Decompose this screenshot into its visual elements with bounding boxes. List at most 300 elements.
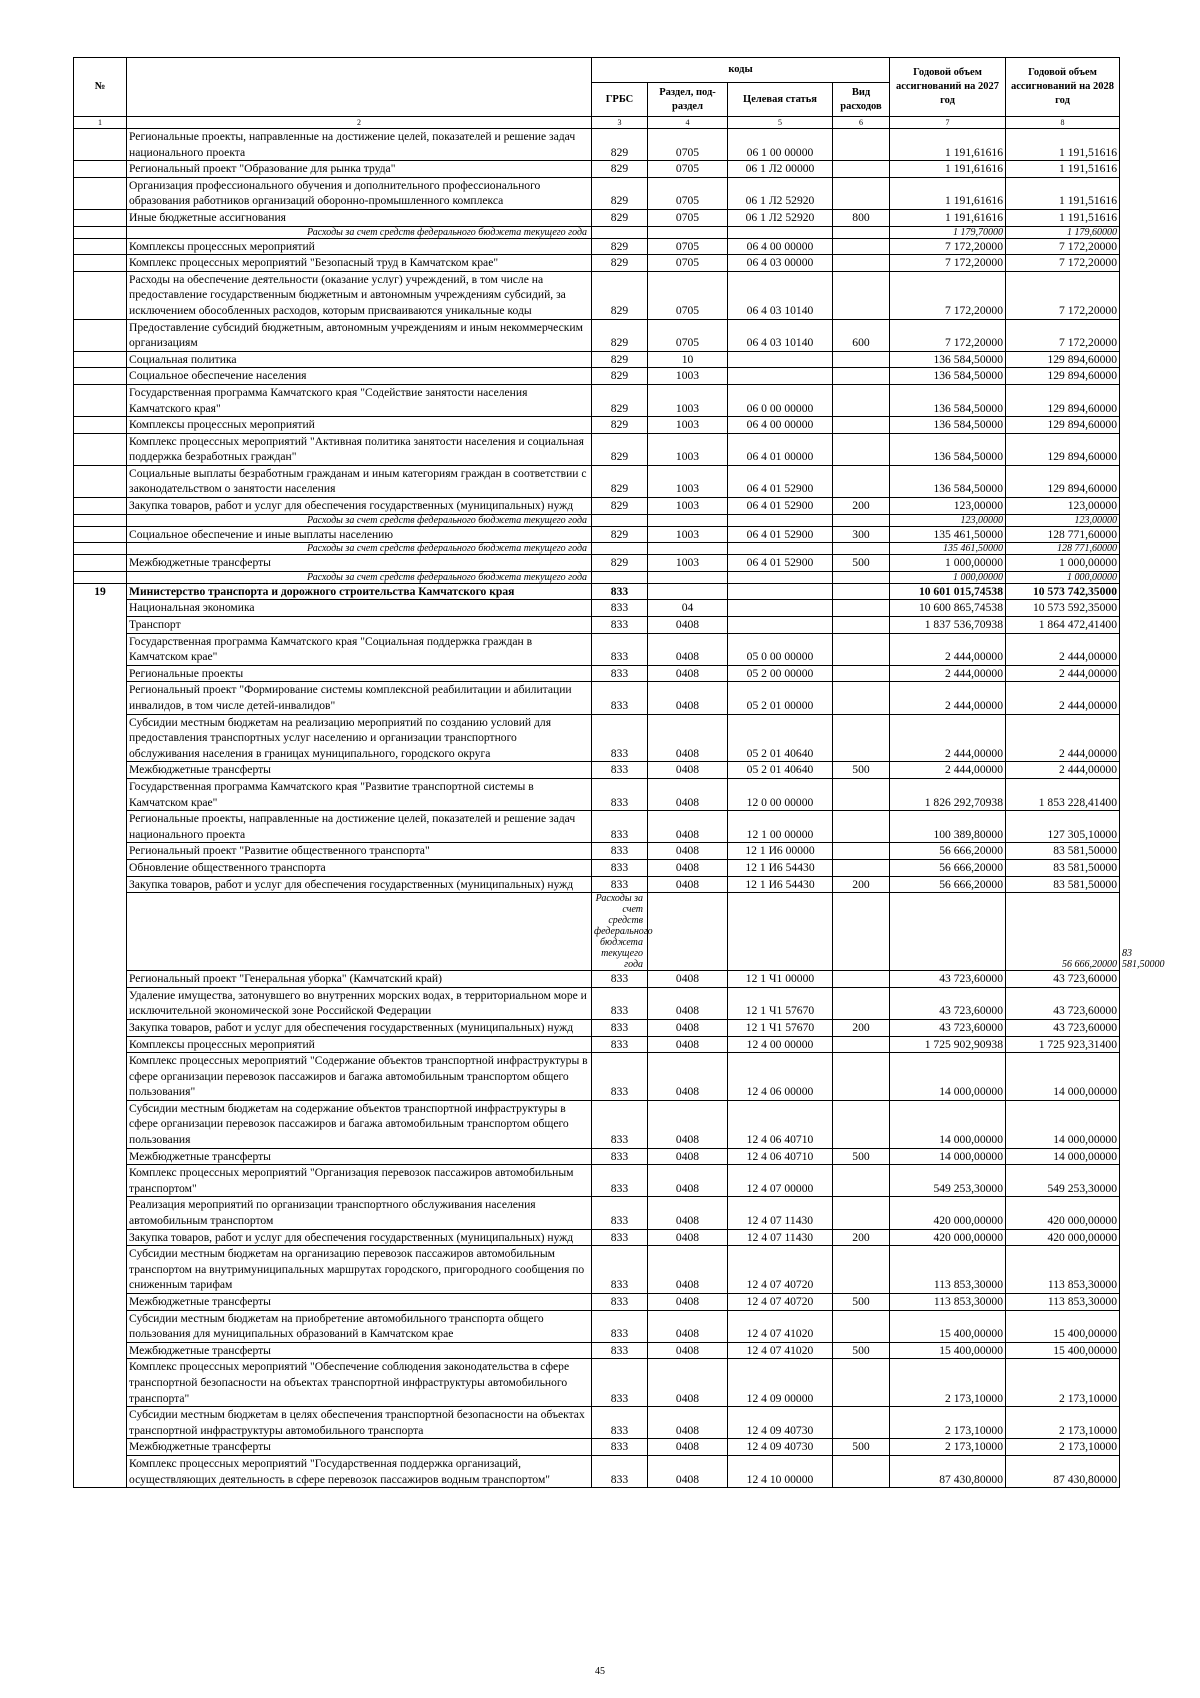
section-code: 0705 [648,129,728,161]
target-code: 06 4 01 52900 [728,555,833,572]
grbs-cell [592,226,648,238]
expense-type-code: 300 [833,526,890,543]
table-row [74,778,1120,810]
amount-2027: 135 461,50000 [890,526,1006,543]
grbs-code: 829 [592,526,648,543]
section-code: 0408 [648,617,728,634]
row-number-cell [74,465,127,497]
table-row [74,600,1120,617]
amount-2028: 1 191,51616 [1006,161,1120,178]
amount-2028: 129 894,60000 [1006,384,1120,416]
amount-2028: 10 573 742,35000 [1006,583,1120,600]
item-name: Субсидии местным бюджетам на реализацию мероприятий по созданию условий для предоставления транспортных услуг населению и организации транспортного обслуживания населения в границах муниципального, городского округа [127,714,592,762]
target-code: 12 4 09 40730 [728,1407,833,1439]
grbs-code: 833 [592,859,648,876]
item-name: Обновление общественного транспорта [127,859,592,876]
table-row [74,811,1120,843]
amount-2028: 7 172,20000 [1006,319,1120,351]
section-code: 0705 [648,319,728,351]
row-number-cell [74,433,127,465]
expense-type-code [833,255,890,272]
table-row [74,271,1120,319]
amount-2028: 123,00000 [1006,498,1120,515]
amount-2027: 113 853,30000 [890,1294,1006,1311]
expense-type-code [833,843,890,860]
target-code: 12 4 07 41020 [728,1342,833,1359]
item-name: Закупка товаров, работ и услуг для обеспечения государственных (муниципальных) нужд [127,498,592,515]
row-number-cell [74,319,127,351]
grbs-code: 829 [592,433,648,465]
section-code: 1003 [648,526,728,543]
expense-type-code [833,417,890,434]
item-name: Комплексы процессных мероприятий [127,417,592,434]
row-number-cell [74,571,127,583]
item-name: Комплексы процессных мероприятий [127,1036,592,1053]
amount-2027: 1 179,70000 [890,226,1006,238]
amount-2028: 43 723,60000 [1006,987,1120,1019]
item-name: Субсидии местным бюджетам на организацию перевозок пассажиров автомобильным транспортом на внутримуниципальных маршрутах городского, пригородного сообщения по сниженным тарифам [127,1246,592,1294]
expense-type-code [833,1246,890,1294]
grbs-code: 833 [592,1229,648,1246]
table-row [74,617,1120,634]
ministry-number: 19 [74,583,127,1487]
amount-2027: 56 666,20000 [890,876,1006,893]
section-code: 1003 [648,384,728,416]
grbs-code: 833 [592,1036,648,1053]
table-row [74,319,1120,351]
item-name: Субсидии местным бюджетам на содержание объектов транспортной инфраструктуры в сфере организации перевозок пассажиров и багажа автомобильным транспортом общего пользования [127,1100,592,1148]
item-name: Транспорт [127,617,592,634]
item-name: Региональные проекты [127,665,592,682]
table-row [74,987,1120,1019]
amount-2028: 1 853 228,41400 [1006,778,1120,810]
amount-2027: 1 837 536,70938 [890,617,1006,634]
item-name: Национальная экономика [127,600,592,617]
amount-2028: 14 000,00000 [1006,1100,1120,1148]
amount-2028: 2 444,00000 [1006,714,1120,762]
target-code: 12 1 Ч1 00000 [728,971,833,988]
target-code: 12 4 09 00000 [728,1359,833,1407]
expense-type-code [833,351,890,368]
federal-funds-note-row [74,226,1120,238]
amount-2027: 2 444,00000 [890,762,1006,779]
grbs-code: 829 [592,161,648,178]
grbs-code: 833 [592,1455,648,1487]
target-code: 12 4 07 00000 [728,1165,833,1197]
grbs-cell [592,514,648,526]
amount-2027: 136 584,50000 [890,417,1006,434]
table-row [74,1165,1120,1197]
table-row [74,1294,1120,1311]
table-row [74,1148,1120,1165]
grbs-code: 833 [592,1197,648,1229]
grbs-code: 833 [592,778,648,810]
table-row [74,433,1120,465]
grbs-code: 833 [592,1439,648,1456]
amount-2027: 136 584,50000 [890,465,1006,497]
amount-2028: 1 000,00000 [1006,555,1120,572]
table-row [74,633,1120,665]
target-code: 12 4 07 11430 [728,1197,833,1229]
section-code: 0408 [648,1197,728,1229]
amount-2027: 10 600 865,74538 [890,600,1006,617]
item-name: Комплекс процессных мероприятий "Активная политика занятости населения и социальная поддержка безработных граждан" [127,433,592,465]
target-cell [728,514,833,526]
expense-type-code: 600 [833,319,890,351]
expense-type-code [833,384,890,416]
amount-2028: 129 894,60000 [1006,417,1120,434]
grbs-code: 833 [592,971,648,988]
amount-2027: 136 584,50000 [890,368,1006,385]
table-row [74,465,1120,497]
amount-2027: 2 444,00000 [890,633,1006,665]
item-name: Межбюджетные трансферты [127,1148,592,1165]
grbs-code: 829 [592,319,648,351]
column-number: 7 [890,117,1006,129]
amount-2027: 14 000,00000 [890,1053,1006,1101]
amount-2027: 2 173,10000 [890,1359,1006,1407]
table-row [74,1036,1120,1053]
item-name: Региональный проект "Развитие общественного транспорта" [127,843,592,860]
section-code: 1003 [648,555,728,572]
amount-2027: 7 172,20000 [890,271,1006,319]
target-code: 06 1 00 00000 [728,129,833,161]
item-name: Субсидии местным бюджетам в целях обеспечения транспортной безопасности на объектах транспортной инфраструктуры автомобильного транспорта [127,1407,592,1439]
amount-2028: 127 305,10000 [1006,811,1120,843]
expense-type-cell [890,893,1006,971]
target-code [728,351,833,368]
row-number-cell [74,351,127,368]
grbs-code: 833 [592,1310,648,1342]
row-number-cell [74,498,127,515]
expense-type-code [833,714,890,762]
amount-2028: 2 444,00000 [1006,682,1120,714]
target-code: 06 4 01 52900 [728,465,833,497]
grbs-code: 833 [592,1407,648,1439]
amount-2027: 1 000,00000 [890,555,1006,572]
amount-2027: 2 444,00000 [890,682,1006,714]
amount-2028: 2 173,10000 [1006,1407,1120,1439]
table-body [74,129,1165,1488]
grbs-code: 833 [592,617,648,634]
row-number-cell [74,271,127,319]
amount-2028: 2 173,10000 [1006,1359,1120,1407]
grbs-code: 829 [592,351,648,368]
amount-2027: 10 601 015,74538 [890,583,1006,600]
grbs-cell [592,543,648,555]
item-name: Комплекс процессных мероприятий "Организация перевозок пассажиров автомобильным транспортом" [127,1165,592,1197]
item-name: Комплексы процессных мероприятий [127,238,592,255]
section-code: 0408 [648,987,728,1019]
section-code: 0705 [648,161,728,178]
section-code: 0408 [648,811,728,843]
table-row [74,555,1120,572]
amount-2028: 1 191,51616 [1006,129,1120,161]
expense-type-code [833,1310,890,1342]
amount-2028: 1 179,60000 [1006,226,1120,238]
expense-type-code: 200 [833,1019,890,1036]
target-code: 12 1 И6 54430 [728,876,833,893]
section-code: 0408 [648,1294,728,1311]
amount-2027: 123,00000 [890,514,1006,526]
section-code: 0408 [648,859,728,876]
amount-2027: 135 461,50000 [890,543,1006,555]
amount-2027: 56 666,20000 [1006,893,1120,971]
section-code: 04 [648,600,728,617]
amount-2028: 129 894,60000 [1006,368,1120,385]
expense-type-code [833,465,890,497]
expense-type-code [833,665,890,682]
section-code: 1003 [648,465,728,497]
grbs-code: 829 [592,271,648,319]
item-name: Организация профессионального обучения и дополнительного профессионального образования работников организаций оборонно-промышленного комплекса [127,177,592,209]
section-code: 0408 [648,1246,728,1294]
table-row [74,665,1120,682]
section-cell [648,226,728,238]
row-number-cell [74,543,127,555]
target-cell [833,893,890,971]
section-code: 1003 [648,498,728,515]
target-code: 12 1 И6 54430 [728,859,833,876]
table-row [74,859,1120,876]
section-code: 0408 [648,682,728,714]
column-number: 4 [648,117,728,129]
row-number-cell [74,255,127,272]
expense-type-code [833,617,890,634]
target-cell [728,543,833,555]
row-number-cell [74,417,127,434]
federal-funds-note-row [74,571,1120,583]
section-code: 0408 [648,1455,728,1487]
grbs-code: 833 [592,583,648,600]
expense-type-code: 500 [833,762,890,779]
column-number: 2 [127,117,592,129]
page-number: 45 [595,1666,605,1677]
table-row [74,843,1120,860]
expense-type-code: 500 [833,1148,890,1165]
amount-2028: 83 581,50000 [1006,876,1120,893]
target-code: 05 2 01 40640 [728,714,833,762]
expense-type-code [833,1053,890,1101]
grbs-code: 833 [592,633,648,665]
grbs-code: 833 [592,1246,648,1294]
item-name: Региональный проект "Генеральная уборка" (Камчатский край) [127,971,592,988]
table-row [74,368,1120,385]
section-code: 0408 [648,843,728,860]
expense-type-code [833,1036,890,1053]
table-row [74,209,1120,226]
section-code: 1003 [648,433,728,465]
amount-2027: 2 173,10000 [890,1439,1006,1456]
grbs-code: 833 [592,876,648,893]
expense-type-code [833,583,890,600]
note-label: Расходы за счет средств федерального бюджета текущего года [127,543,592,555]
target-code [728,617,833,634]
header-section: Раздел, под- раздел [648,83,728,117]
grbs-code: 829 [592,555,648,572]
table-row [74,161,1120,178]
expense-type-code: 200 [833,498,890,515]
header-expense-type: Вид расходов [833,83,890,117]
amount-2027: 7 172,20000 [890,238,1006,255]
amount-2027: 87 430,80000 [890,1455,1006,1487]
expense-type-code [833,238,890,255]
amount-2028: 2 444,00000 [1006,762,1120,779]
target-code: 05 2 00 00000 [728,665,833,682]
amount-2027: 1 191,61616 [890,209,1006,226]
column-number: 8 [1006,117,1120,129]
amount-2028: 420 000,00000 [1006,1229,1120,1246]
column-number: 5 [728,117,833,129]
grbs-code: 833 [592,1294,648,1311]
table-row [74,1407,1120,1439]
target-code [728,583,833,600]
grbs-code: 833 [592,600,648,617]
row-number-cell [74,514,127,526]
amount-2027: 7 172,20000 [890,319,1006,351]
amount-2027: 56 666,20000 [890,843,1006,860]
expense-type-code: 500 [833,555,890,572]
target-code: 12 4 07 40720 [728,1246,833,1294]
table-row [74,384,1120,416]
amount-2028: 1 725 923,31400 [1006,1036,1120,1053]
grbs-code: 833 [592,1053,648,1101]
expense-type-code [833,1165,890,1197]
amount-2027: 1 826 292,70938 [890,778,1006,810]
table-row [74,714,1120,762]
section-code: 0408 [648,714,728,762]
amount-2028: 83 581,50000 [1006,843,1120,860]
section-code: 0408 [648,665,728,682]
amount-2028: 123,00000 [1006,514,1120,526]
table-row [74,1439,1120,1456]
target-cell [728,571,833,583]
amount-2027: 1 191,61616 [890,161,1006,178]
amount-2027: 43 723,60000 [890,1019,1006,1036]
grbs-code: 829 [592,368,648,385]
target-code: 05 2 01 40640 [728,762,833,779]
target-code: 12 4 00 00000 [728,1036,833,1053]
amount-2028: 7 172,20000 [1006,255,1120,272]
amount-2027: 420 000,00000 [890,1229,1006,1246]
item-name: Иные бюджетные ассигнования [127,209,592,226]
item-name: Министерство транспорта и дорожного строительства Камчатского края [127,583,592,600]
grbs-code: 829 [592,417,648,434]
section-cell [648,571,728,583]
amount-2027: 15 400,00000 [890,1342,1006,1359]
target-cell [728,226,833,238]
expense-type-code [833,811,890,843]
item-name: Комплекс процессных мероприятий "Безопасный труд в Камчатском крае" [127,255,592,272]
target-code: 12 0 00 00000 [728,778,833,810]
item-name: Межбюджетные трансферты [127,555,592,572]
amount-2028: 113 853,30000 [1006,1246,1120,1294]
note-label: Расходы за счет средств федерального бюджета текущего года [127,514,592,526]
expense-type-code [833,433,890,465]
grbs-code: 833 [592,1359,648,1407]
expense-type-code [833,987,890,1019]
row-number-cell [74,526,127,543]
ministry-row [74,583,1120,600]
row-number-cell [74,384,127,416]
target-code: 06 4 03 00000 [728,255,833,272]
column-number: 1 [74,117,127,129]
table-row [74,1197,1120,1229]
target-code [728,600,833,617]
item-name: Социальное обеспечение и иные выплаты населению [127,526,592,543]
target-code: 06 4 01 00000 [728,433,833,465]
expense-type-code [833,1455,890,1487]
expense-type-code [833,682,890,714]
section-code: 0408 [648,1053,728,1101]
header-num: № [74,58,127,117]
amount-2027: 43 723,60000 [890,971,1006,988]
note-label: Расходы за счет средств федерального бюджета текущего года [592,893,648,971]
grbs-code: 833 [592,987,648,1019]
row-number-cell [74,177,127,209]
item-name: Комплекс процессных мероприятий "Обеспечение соблюдения законодательства в сфере транспортной безопасности на объектах транспортной инфраструктуры автомобильного транспорта" [127,1359,592,1407]
grbs-code: 833 [592,843,648,860]
target-code: 12 1 00 00000 [728,811,833,843]
target-code: 06 4 00 00000 [728,238,833,255]
expense-type-code: 200 [833,1229,890,1246]
table-row [74,526,1120,543]
amount-2027: 136 584,50000 [890,384,1006,416]
section-code: 1003 [648,368,728,385]
grbs-code: 829 [592,209,648,226]
section-code: 0408 [648,1100,728,1148]
target-code: 12 4 06 00000 [728,1053,833,1101]
amount-2027: 136 584,50000 [890,351,1006,368]
table-row [74,1455,1120,1487]
grbs-code: 833 [592,1100,648,1148]
grbs-code: 833 [592,1019,648,1036]
expense-type-code: 500 [833,1439,890,1456]
amount-2027: 2 173,10000 [890,1407,1006,1439]
target-code: 12 4 07 11430 [728,1229,833,1246]
item-name: Социальная политика [127,351,592,368]
amount-2028: 129 894,60000 [1006,351,1120,368]
grbs-code: 833 [592,811,648,843]
table-row [74,876,1120,893]
item-name: Предоставление субсидий бюджетным, автономным учреждениям и иным некоммерческим организациям [127,319,592,351]
amount-2028: 87 430,80000 [1006,1455,1120,1487]
note-label: Расходы за счет средств федерального бюджета текущего года [127,226,592,238]
item-name: Межбюджетные трансферты [127,762,592,779]
grbs-code: 833 [592,1165,648,1197]
section-cell [648,514,728,526]
row-number-cell [74,555,127,572]
section-code: 0408 [648,1342,728,1359]
item-name: Региональные проекты, направленные на достижение целей, показателей и решение задач национального проекта [127,129,592,161]
expense-type-code [833,778,890,810]
item-name: Государственная программа Камчатского края "Развитие транспортной системы в Камчатском крае" [127,778,592,810]
section-code: 0408 [648,1148,728,1165]
item-name: Удаление имущества, затонувшего во внутренних морских водах, в территориальном море и исключительной экономической зоне Российской Федерации [127,987,592,1019]
section-code: 0408 [648,1165,728,1197]
item-name: Региональный проект "Формирование системы комплексной реабилитации и абилитации инвалидов, в том числе детей-инвалидов" [127,682,592,714]
table-row [74,1246,1120,1294]
section-code: 0408 [648,1036,728,1053]
target-code: 12 4 06 40710 [728,1148,833,1165]
amount-2028: 128 771,60000 [1006,526,1120,543]
header-2028: Годовой объем ассигнований на 2028 год [1006,58,1120,117]
table-row [74,255,1120,272]
item-name: Закупка товаров, работ и услуг для обеспечения государственных (муниципальных) нужд [127,1019,592,1036]
item-name: Региональный проект "Образование для рынка труда" [127,161,592,178]
grbs-code: 833 [592,1148,648,1165]
target-code: 12 4 10 00000 [728,1455,833,1487]
